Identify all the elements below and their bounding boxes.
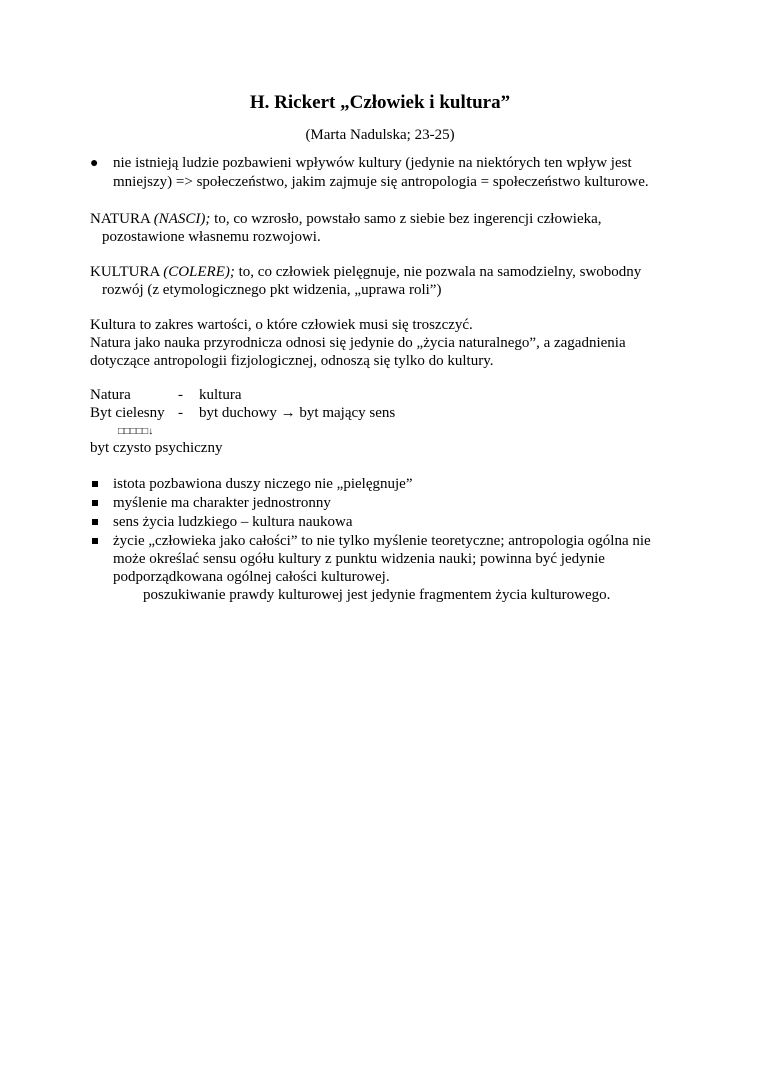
natura-definition-line1 (90, 210, 602, 229)
bullet-item-3: sens życia ludzkiego – kultura naukowa (113, 514, 353, 530)
paragraph-line1: Kultura to zakres wartości, o które człowiek musi się troszczyć. (90, 317, 473, 333)
kultura-term: KULTURA (90, 264, 164, 280)
bullet-item-4-line3: podporządkowana ogólnej całości kulturowej. (113, 569, 390, 585)
natura-origin: (NASCI); (153, 211, 211, 227)
intro-bullet-line2: mniejszy) => społeczeństwo, jakim zajmuje się antropologia = społeczeństwo kulturowe. (113, 174, 649, 190)
kultura-definition-line1 (90, 263, 641, 282)
paragraph-line2: Natura jako nauka przyrodnicza odnosi się jedynie do „życia naturalnego”, a zagadnienia (90, 335, 626, 351)
square-bullet-icon (92, 519, 98, 525)
square-bullet-icon (92, 481, 98, 487)
document-title: H. Rickert „Człowiek i kultura” (249, 92, 511, 113)
kultura-definition-text: to, co człowiek pielęgnuje, nie pozwala na samodzielny, swobodny (234, 264, 642, 280)
opposition-row2-right: byt duchowy → byt mający sens (199, 405, 396, 421)
bullet-item-1: istota pozbawiona duszy niczego nie „pielęgnuje” (113, 476, 413, 492)
paragraph-line3: dotyczące antropologii fizjologicznej, odnoszą się tylko do kultury. (90, 353, 494, 369)
bullet-item-2: myślenie ma charakter jednostronny (113, 495, 331, 511)
opposition-row1-left: Natura (90, 387, 131, 403)
kultura-origin: (COLERE); (163, 264, 235, 280)
natura-term: NATURA (90, 211, 154, 227)
opposition-row1-right: kultura (199, 387, 242, 403)
natura-definition-line2: pozostawione własnemu rozwojowi. (102, 229, 321, 245)
opposition-row2-left: Byt cielesny (90, 405, 165, 421)
square-bullet-icon (92, 538, 98, 544)
intro-bullet-line1: nie istnieją ludzie pozbawieni wpływów kultury (jedynie na niektórych ten wpływ jest (113, 155, 632, 171)
bullet-item-4-line1: życie „człowieka jako całości” to nie tylko myślenie teoretyczne; antropologia ogólna nie (113, 533, 651, 549)
opposition-row1-dash: - (178, 387, 183, 403)
opposition-row3: byt czysto psychiczny (90, 440, 223, 456)
kultura-definition-line2: rozwój (z etymologicznego pkt widzenia, „uprawa roli”) (102, 282, 442, 298)
bullet-item-4-line2: może określać sensu ogółu kultury z punktu widzenia nauki; powinna być jedynie (113, 551, 605, 567)
conclusion-line: poszukiwanie prawdy kulturowej jest jedynie fragmentem życia kulturowego. (143, 587, 611, 603)
opposition-row2-dash: - (178, 405, 183, 421)
natura-definition-text: to, co wzrosło, powstało samo z siebie bez ingerencji człowieka, (210, 211, 602, 227)
bullet-dot-icon: ● (90, 156, 99, 171)
document-author: (Marta Nadulska; 23-25) (305, 127, 455, 143)
down-arrow-icon: □□□□□↓ (118, 426, 154, 437)
square-bullet-icon (92, 500, 98, 506)
